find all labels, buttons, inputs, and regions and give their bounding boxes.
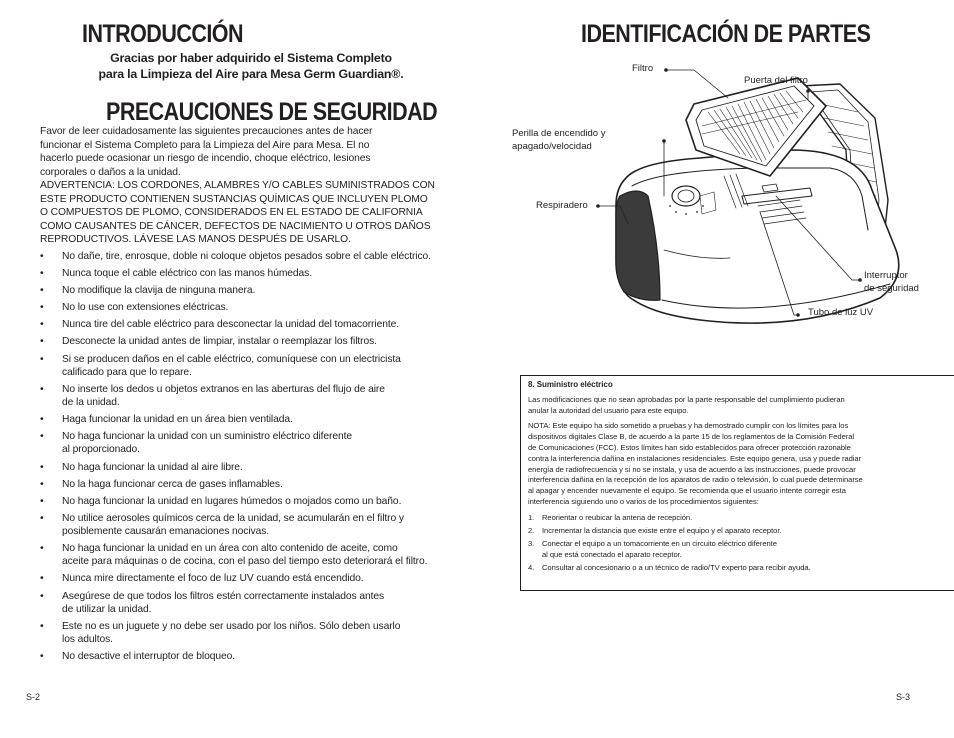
notice-line: de Comunicaciones (FCC). Estos límites han sido establecidos para ofrecer protección razonable [528, 442, 851, 452]
warning-line: O COMPUESTOS DE PLOMO, CONSIDERADOS EN EL ESTADO DE CALIFORNIA [40, 207, 423, 218]
label-interruptor [864, 270, 919, 295]
precaution-item [40, 572, 465, 585]
intro-paragraphs [40, 125, 460, 247]
label-respiradero: Respiradero [536, 200, 588, 211]
precaution-text: • No haga funcionar la unidad en un área con alto contenido de aceite, como [62, 543, 398, 555]
notice-line: anular la autoridad del usuario para este equipo. [528, 405, 689, 415]
parts-heading: IDENTIFICACIÓN DE PARTES [581, 20, 871, 48]
label-perilla-line-2: apagado/velocidad [512, 140, 592, 152]
precaution-text: calificado para que lo repare. [62, 366, 192, 378]
notice-steps-list [528, 513, 949, 574]
notice-line: contra la interferencia dañina en instalaciones residenciales. Este equipo genera, usa y puede radiar [528, 453, 862, 463]
precaution-text: • No la haga funcionar cerca de gases inflamables. [62, 478, 283, 490]
label-perilla [512, 128, 605, 153]
notice-step [528, 526, 949, 537]
label-tubo-uv: Tubo de luz UV [808, 307, 874, 318]
precaution-text: los adultos. [62, 634, 113, 646]
precaution-item [40, 620, 465, 646]
warning-paragraph [40, 179, 460, 247]
notice-line: interferencia siguiendo uno o varios de los procedimientos siguientes: [528, 496, 759, 506]
intro-line: corporales o daños a la unidad. [40, 166, 181, 178]
precaution-item [40, 284, 465, 297]
notice-line: dispositivos digitales Clase B, de acuerdo a la parte 15 de los reglamentos de la Comisión Federal [528, 432, 855, 442]
precaution-item [40, 650, 465, 663]
intro-line: funcionar el Sistema Completo para la Limpieza del Aire para Mesa. El no [40, 139, 370, 151]
warning-line: ADVERTENCIA: LOS CORDONES, ALAMBRES Y/O CABLES SUMINISTRADOS CON [40, 180, 435, 191]
step-number: 4. [528, 563, 535, 573]
precaution-text: • Desconecte la unidad antes de limpiar, instalar o reemplazar los filtros. [62, 336, 377, 348]
precaution-item [40, 413, 465, 426]
safety-heading: PRECAUCIONES DE SEGURIDAD [106, 98, 438, 126]
precaution-text: • No dañe, tire, enrosque, doble ni coloque objetos pesados sobre el cable eléctrico. [62, 251, 431, 262]
step-text: Conectar el equipo a un tomacorriente en un circuito eléctrico diferente [542, 539, 777, 549]
precaution-text: • Este no es un juguete y no debe ser usado por los niños. Sólo deben usarlo [62, 620, 401, 632]
precaution-item [40, 383, 465, 409]
notice-paragraph-2 [528, 421, 949, 507]
step-text: Consultar al concesionario o a un técnico de radio/TV experto para recibir ayuda. [542, 563, 811, 573]
label-interruptor-line-1: Interruptor [864, 270, 908, 281]
notice-step [528, 563, 949, 574]
thanks-text [46, 50, 456, 82]
precaution-text: • Haga funcionar la unidad en un área bien ventilada. [62, 414, 293, 426]
precaution-text: • No haga funcionar la unidad en lugares húmedos o mojados como un baño. [62, 495, 402, 507]
label-puerta-filtro: Puerta del filtro [744, 75, 808, 86]
step-text: Incrementar la distancia que existe entre el equipo y el aparato receptor. [542, 526, 782, 536]
page-number-right: S-3 [896, 692, 911, 702]
notice-line: Las modificaciones que no sean aprobadas por la parte responsable del cumplimiento pudieran [528, 394, 845, 404]
step-text: al que está conectado el aparato receptor. [542, 550, 682, 560]
warning-line: ESTE PRODUCTO CONTIENEN SUSTANCIAS QUÍMICAS QUE INCLUYEN PLOMO [40, 193, 428, 205]
notice-paragraph-1 [528, 395, 949, 417]
fcc-notice-box [520, 375, 954, 591]
precaution-text: • No haga funcionar la unidad con un suministro eléctrico diferente [62, 431, 352, 443]
precaution-text: de la unidad. [62, 397, 120, 409]
page-number-left: S-2 [26, 692, 41, 702]
precaution-text: posiblemente causarán emanaciones nocivas. [62, 526, 270, 538]
precaution-item [40, 495, 465, 508]
step-number: 2. [528, 526, 535, 536]
precaution-item [40, 478, 465, 491]
precaution-item [40, 590, 465, 616]
notice-line: NOTA: Este equipo ha sido sometido a pruebas y ha demostrado cumplir con los límites para los [528, 421, 849, 431]
label-interruptor-line-2: de seguridad [864, 282, 919, 294]
precaution-text: • No desactive el interruptor de bloqueo. [62, 651, 235, 663]
intro-line: hacerlo puede ocasionar un riesgo de incendio, choque eléctrico, lesiones [40, 153, 371, 164]
precaution-text: • No lo use con extensiones eléctricas. [62, 302, 229, 314]
precaution-text: de utilizar la unidad. [62, 603, 152, 615]
warning-line: COMO CAUSANTES DE CÁNCER, DEFECTOS DE NACIMIENTO U OTROS DAÑOS [40, 220, 431, 232]
notice-step [528, 539, 949, 561]
precaution-text: • No inserte los dedos u objetos extranos en las aberturas del flujo de aire [62, 383, 385, 395]
precaution-text: • Nunca tire del cable eléctrico para desconectar la unidad del tomacorriente. [62, 319, 399, 331]
precaution-item [40, 318, 465, 331]
label-filtro: Filtro [632, 63, 654, 74]
precaution-text: • Asegúrese de que todos los filtros estén correctamente instalados antes [62, 590, 385, 602]
precaution-text: al proporcionado. [62, 444, 140, 456]
warning-line: REPRODUCTIVOS. LÁVESE LAS MANOS DESPUÉS DE USARLO. [40, 234, 351, 245]
precaution-text: • Nunca toque el cable eléctrico con las manos húmedas. [62, 268, 312, 280]
precaution-text: • No haga funcionar la unidad al aire libre. [62, 461, 243, 473]
precaution-item [40, 267, 465, 280]
intro-line: Favor de leer cuidadosamente las siguientes precauciones antes de hacer [40, 126, 373, 137]
precaution-item [40, 430, 465, 456]
notice-line: al apagar y encender nuevamente el equipo. Se recomienda que el usuario intente corregir esta [528, 486, 846, 496]
precaution-item [40, 250, 465, 263]
precautions-list [40, 250, 465, 667]
intro-heading: INTRODUCCIÓN [82, 20, 244, 48]
notice-line: interferencia dañina en la recepción de los aparatos de radio o televisión, lo cual puede determinarse [528, 475, 863, 485]
notice-title: 8. Suministro eléctrico [528, 380, 613, 389]
step-text: Reorientar o reubicar la antena de recepción. [542, 512, 693, 522]
precaution-text: • Nunca mire directamente el foco de luz UV cuando está encendido. [62, 573, 364, 585]
precaution-text: • No utilice aerosoles químicos cerca de la unidad, se acumularán en el filtro y [62, 512, 404, 524]
precaution-item [40, 301, 465, 314]
step-number: 3. [528, 539, 535, 549]
notice-step [528, 513, 949, 524]
intro-paragraph [40, 125, 460, 179]
label-perilla-line-1: Perilla de encendido y [512, 128, 606, 139]
thanks-line-1: Gracias por haber adquirido el Sistema Completo [110, 51, 392, 65]
thanks-line-2: para la Limpieza del Aire para Mesa Germ Guardian®. [98, 67, 404, 81]
precaution-text: • No modifique la clavija de ninguna manera. [62, 285, 256, 297]
precaution-item [40, 542, 465, 568]
precaution-item [40, 353, 465, 379]
notice-line: energía de radiofrecuencia y si no se instala, y usa de acuerdo a las instrucciones, puede provocar [528, 464, 856, 474]
precaution-item [40, 461, 465, 474]
precaution-item [40, 512, 465, 538]
precaution-item [40, 335, 465, 348]
step-number: 1. [528, 512, 535, 522]
precaution-text: aceite para máquinas o de cocina, con el paso del tiempo esto deteriorará el filtro. [62, 556, 428, 568]
precaution-text: • Si se producen daños en el cable eléctrico, comuníquese con un electricista [62, 353, 401, 365]
